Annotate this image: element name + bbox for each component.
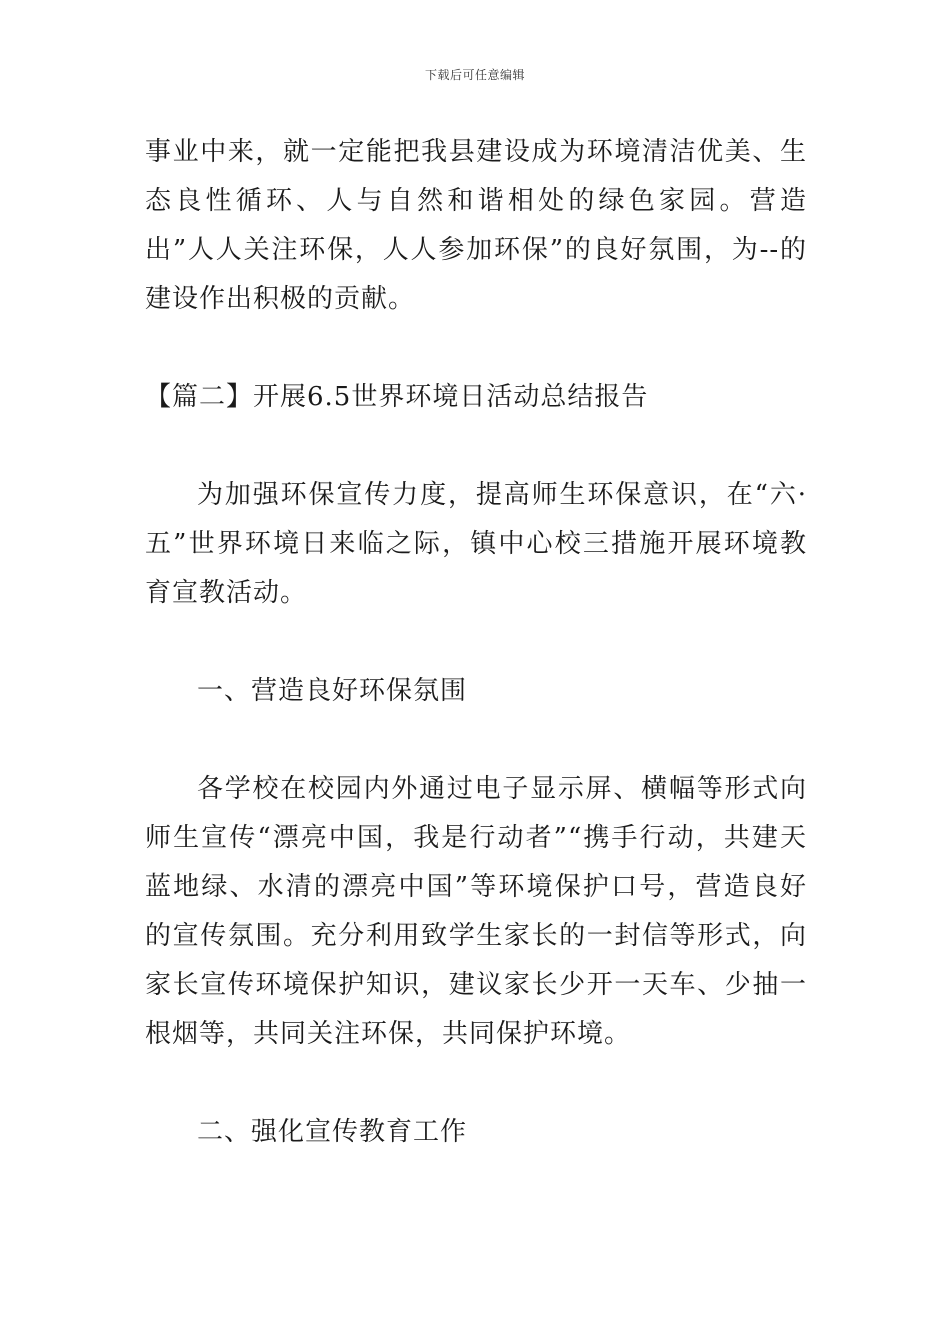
header-note: 下载后可任意编辑 xyxy=(424,68,525,82)
subheading-2: 二、强化宣传教育工作 xyxy=(197,1117,468,1147)
paragraph-intro: 为加强环保宣传力度，提高师生环保意识，在“六·五”世界环境日来临之际，镇中心校三措施开展环境教育宣教活动。 xyxy=(145,480,807,608)
paragraph-atmosphere: 各学校在校园内外通过电子显示屏、横幅等形式向师生宣传“漂亮中国，我是行动者”“携手行动，共建天蓝地绿、水清的漂亮中国”等环境保护口号，营造良好的宣传氛围。充分利用致学生家长的一封信等形式，向家长宣传环境保护知识，建议家长少开一天车、少抽一根烟等，共同关注环保，共同保护环境。 xyxy=(145,774,807,1049)
section-heading: 【篇二】开展6.5世界环境日活动总结报告 xyxy=(145,382,649,412)
subheading-1: 一、营造良好环保氛围 xyxy=(197,676,468,706)
paragraph-continuation: 事业中来，就一定能把我县建设成为环境清洁优美、生态良性循环、人与自然和谐相处的绿色家园。营造出”人人关注环保，人人参加环保”的良好氛围，为--的建设作出积极的贡献。 xyxy=(145,137,807,314)
document-body xyxy=(145,128,807,1157)
